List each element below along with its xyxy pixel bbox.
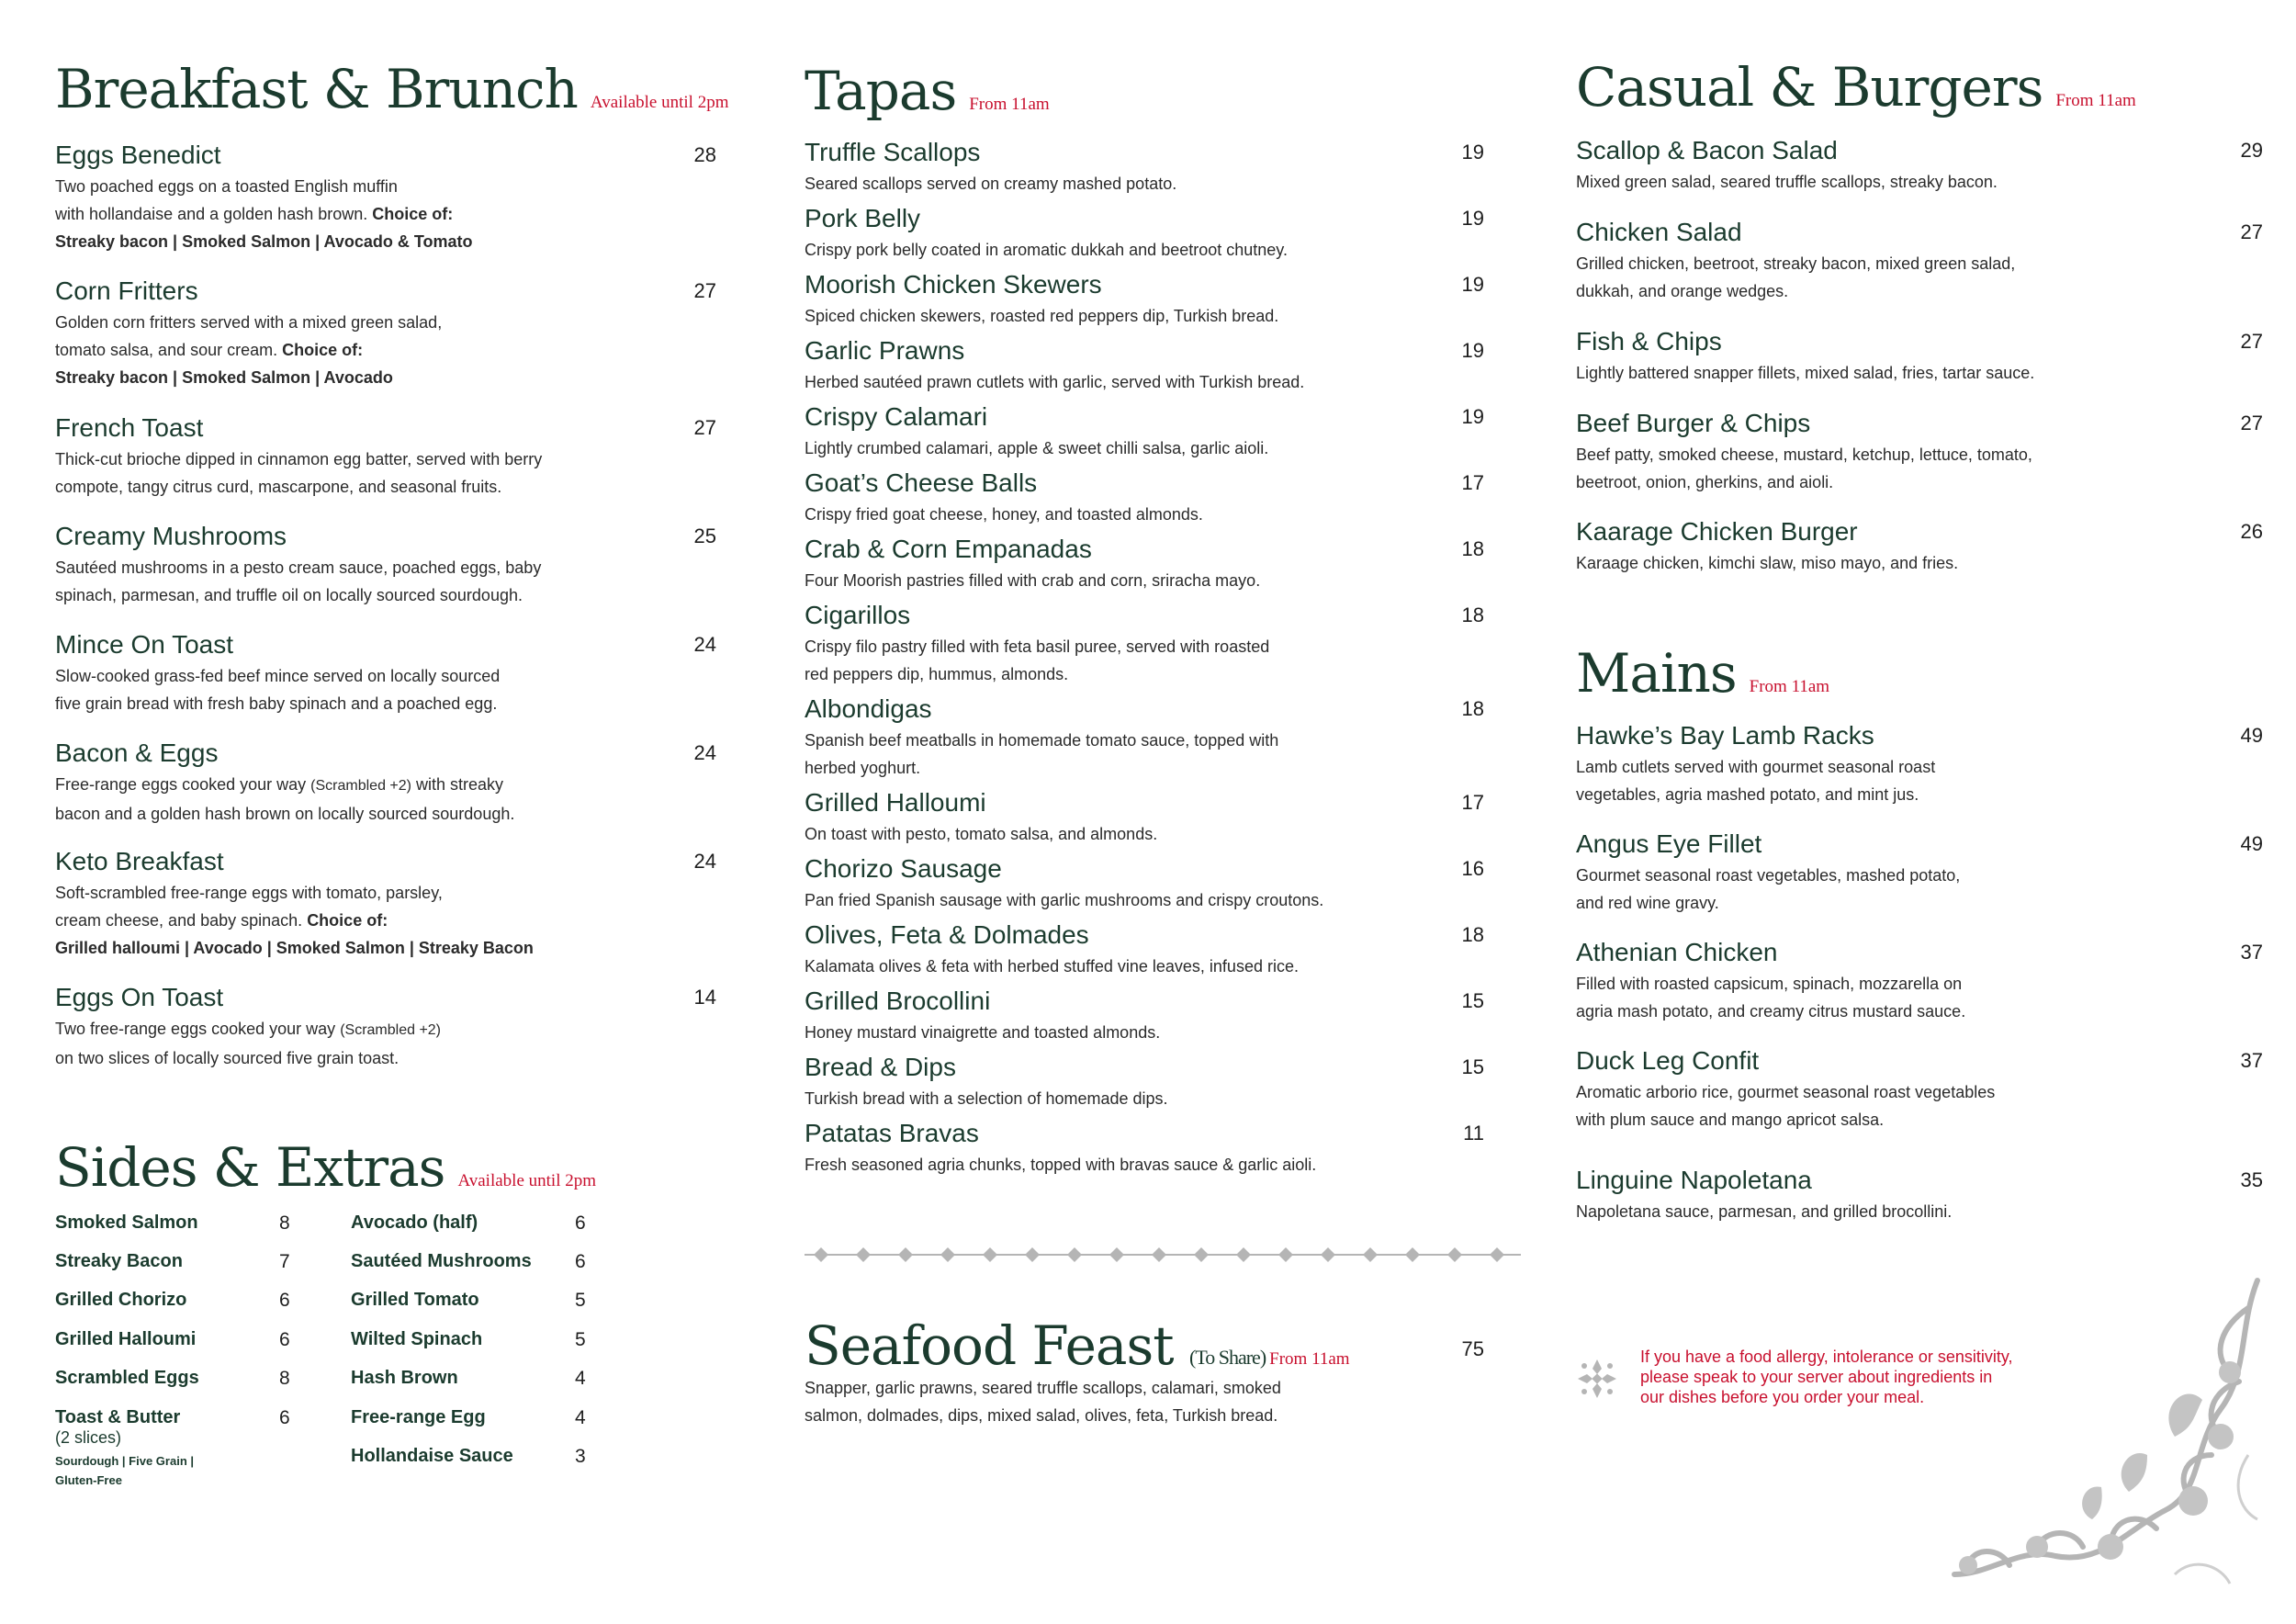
side-item-name: Smoked Salmon [55,1212,198,1233]
item-name: Eggs Benedict [55,141,221,169]
side-item-name: Sautéed Mushrooms [351,1251,532,1271]
side-item-name: Wilted Spinach [351,1329,483,1349]
menu-item [1576,1165,2263,1225]
allergy-ornament-icon [1576,1358,1618,1400]
item-name: Patatas Bravas [805,1119,979,1147]
item-name: Keto Breakfast [55,847,224,875]
item-name: Moorish Chicken Skewers [805,270,1102,299]
item-price: 37 [2240,941,2263,964]
side-item-options: Sourdough | Five Grain | Gluten-Free [55,1454,195,1487]
item-name: Pork Belly [805,204,921,232]
item-name: Fish & Chips [1576,327,1722,355]
item-description: Spiced chicken skewers, roasted red peppers dip, Turkish bread. [805,307,1279,325]
item-description: Spanish beef meatballs in homemade tomato sauce, topped with herbed yoghurt. [805,731,1279,777]
item-price: 19 [1461,207,1484,230]
menu-item [805,203,1484,264]
item-price: 27 [693,279,716,302]
menu-item [1576,217,2263,305]
item-name: Grilled Brocollini [805,987,991,1015]
menu-item [805,694,1484,782]
side-item-name: Grilled Tomato [351,1290,479,1310]
side-item-price: 4 [575,1407,586,1428]
side-item-name: Hollandaise Sauce [351,1446,513,1466]
item-description: Grilled chicken, beetroot, streaky bacon, mixed green salad, dukkah, and orange wedges. [1576,254,2016,300]
item-description: Crispy fried goat cheese, honey, and toasted almonds. [805,505,1203,524]
item-price: 25 [693,524,716,547]
item-name: Hawke’s Bay Lamb Racks [1576,721,1874,750]
item-name: Crispy Calamari [805,402,988,431]
item-name: Cigarillos [805,601,911,629]
menu-item [55,629,716,717]
side-item-name: Scrambled Eggs [55,1368,199,1388]
item-description: Mixed green salad, seared truffle scallops, streaky bacon. [1576,173,1998,191]
item-choices: Streaky bacon | Smoked Salmon | Avocado & Tomato [55,232,473,251]
item-price: 27 [2240,330,2263,353]
item-description: Lightly crumbed calamari, apple & sweet chilli salsa, garlic aioli. [805,439,1269,457]
mains-subtitle: From 11am [1749,677,1830,696]
side-item-price: 5 [575,1290,586,1311]
item-description: Four Moorish pastries filled with crab and corn, sriracha mayo. [805,571,1261,590]
menu-item [55,738,716,828]
item-price: 19 [1461,339,1484,362]
item-description: Seared scallops served on creamy mashed potato. [805,175,1177,193]
side-item-price: 6 [575,1251,586,1272]
item-price: 19 [1461,141,1484,164]
item-description: Fresh seasoned agria chunks, topped with bravas sauce & garlic aioli. [805,1156,1317,1174]
item-name: Bread & Dips [805,1053,956,1081]
item-name: Kaarage Chicken Burger [1576,517,1858,546]
menu-item [805,335,1484,396]
item-name: Chicken Salad [1576,218,1742,246]
item-description: Gourmet seasonal roast vegetables, mashed potato, and red wine gravy. [1576,866,1961,912]
menu-item [55,846,716,962]
item-description: Kalamata olives & feta with herbed stuffed vine leaves, infused rice. [805,957,1299,976]
side-item-price: 6 [279,1290,290,1311]
item-description: Beef patty, smoked cheese, mustard, ketchup, lettuce, tomato, beetroot, onion, gherkins, and aioli. [1576,445,2032,491]
item-name: Duck Leg Confit [1576,1046,1760,1075]
item-description: Sautéed mushrooms in a pesto cream sauce, poached eggs, baby spinach, parmesan, and truffle oil on locally sourced sourdough. [55,558,542,604]
menu-item [1576,135,2263,196]
item-name: Chorizo Sausage [805,854,1002,883]
side-item-name: Toast & Butter [55,1407,181,1427]
item-price: 16 [1461,857,1484,880]
ornamental-divider [805,1242,1521,1268]
menu-item [805,787,1484,848]
item-description: Golden corn fritters served with a mixed green salad, tomato salsa, and sour cream. Choice of: Streaky bacon | Smoked Salmon | Avocado [55,309,716,391]
side-item-price: 6 [279,1329,290,1350]
item-description: Lamb cutlets served with gourmet seasonal roast vegetables, agria mashed potato, and mint jus. [1576,758,1936,804]
menu-item [805,401,1484,462]
allergy-text: If you have a food allergy, intolerance or sensitivity, please speak to your server about ingredients in our dishes before you order your meal. [1640,1348,2013,1406]
item-description: Crispy filo pastry filled with feta basil puree, served with roasted red peppers dip, hummus, almonds. [805,637,1270,683]
item-name: Mince On Toast [55,630,234,659]
menu-item [55,521,716,609]
item-name: Olives, Feta & Dolmades [805,920,1089,949]
item-price: 19 [1461,273,1484,296]
item-price: 26 [2240,520,2263,543]
side-item-name: Grilled Halloumi [55,1329,197,1349]
item-description: Honey mustard vinaigrette and toasted almonds. [805,1023,1161,1042]
item-price: 18 [1461,537,1484,560]
menu-item [805,600,1484,688]
side-item-price: 8 [279,1368,290,1389]
item-price: 24 [693,850,716,873]
menu-item [805,1052,1484,1112]
sides-subtitle: Available until 2pm [457,1171,596,1190]
menu-item [1576,1045,2263,1133]
side-item-price: 4 [575,1368,586,1389]
item-price: 15 [1461,1055,1484,1078]
item-description: Two poached eggs on a toasted English muffin with hollandaise and a golden hash brown. Choice of: Streaky bacon | Smoked Salmon | Avocado & Tomato [55,173,716,255]
sides-title: Sides & Extras Available until 2pm [55,1136,596,1199]
breakfast-title: Breakfast & Brunch Available until 2pm [55,58,729,120]
menu-item [1576,829,2263,917]
item-price: 27 [2240,412,2263,434]
item-description: Thick-cut brioche dipped in cinnamon egg batter, served with berry compote, tangy citrus curd, mascarpone, and seasonal fruits. [55,450,543,496]
menu-item [805,853,1484,914]
item-price: 17 [1461,791,1484,814]
item-name: Grilled Halloumi [805,788,986,817]
item-price: 27 [693,416,716,439]
item-description: Karaage chicken, kimchi slaw, miso mayo, and fries. [1576,554,1959,572]
casual-title: Casual & Burgers From 11am [1576,56,2136,118]
item-description: Two free-range eggs cooked your way (Scrambled +2) on two slices of locally sourced five grain toast. [55,1020,442,1067]
item-description: Soft-scrambled free-range eggs with tomato, parsley, cream cheese, and baby spinach. Choice of: Grilled halloumi | Avocado | Smoked Salmon | Streaky Bacon [55,879,716,962]
item-name: French Toast [55,413,204,442]
item-description: On toast with pesto, tomato salsa, and almonds. [805,825,1158,843]
breakfast-subtitle: Available until 2pm [590,93,729,112]
side-item-name: Hash Brown [351,1368,458,1388]
side-item-name: Free-range Egg [351,1407,486,1427]
item-price: 15 [1461,989,1484,1012]
item-description: Napoletana sauce, parmesan, and grilled brocollini. [1576,1202,1953,1221]
seafood-price: 75 [1461,1337,1484,1360]
item-name: Scallop & Bacon Salad [1576,136,1838,164]
item-price: 14 [693,986,716,1009]
menu-item [805,919,1484,980]
side-item-price: 6 [279,1407,290,1428]
item-price: 49 [2240,832,2263,855]
menu-item [55,412,716,501]
item-price: 37 [2240,1049,2263,1072]
menu-item [805,986,1484,1046]
item-price: 28 [693,143,716,166]
item-description: Pan fried Spanish sausage with garlic mushrooms and crispy croutons. [805,891,1324,909]
item-description: Herbed sautéed prawn cutlets with garlic, served with Turkish bread. [805,373,1305,391]
item-price: 17 [1461,471,1484,494]
item-name: Goat’s Cheese Balls [805,468,1038,497]
item-price: 24 [693,741,716,764]
side-item-price: 3 [575,1446,586,1467]
side-item-price: 6 [575,1212,586,1234]
item-description: Lightly battered snapper fillets, mixed salad, fries, tartar sauce. [1576,364,2035,382]
item-description: Slow-cooked grass-fed beef mince served on locally sourced five grain bread with fresh baby spinach and a poached egg. [55,667,501,713]
mains-title: Mains From 11am [1576,642,1830,705]
seafood-share-note: (To Share) [1189,1346,1266,1369]
menu-item [1576,937,2263,1025]
seafood-description: Snapper, garlic prawns, seared truffle scallops, calamari, smoked salmon, dolmades, dips, mixed salad, olives, feta, Turkish bread. [805,1379,1281,1425]
menu-item [805,269,1484,330]
corner-ornament [1945,1271,2267,1593]
side-item-name: Streaky Bacon [55,1251,183,1271]
casual-subtitle: From 11am [2055,91,2136,110]
tapas-title: Tapas From 11am [805,60,1050,122]
item-name: Creamy Mushrooms [55,522,287,550]
item-name: Bacon & Eggs [55,739,219,767]
item-price: 19 [1461,405,1484,428]
side-item-note: (2 slices) [55,1428,122,1447]
menu-item [1576,326,2263,387]
item-price: 11 [1463,1122,1484,1145]
side-item-name: Avocado (half) [351,1212,478,1233]
item-price: 27 [2240,220,2263,243]
menu-item [55,140,716,255]
item-price: 29 [2240,139,2263,162]
item-name: Truffle Scallops [805,138,981,166]
item-name: Eggs On Toast [55,983,224,1011]
menu-item [1576,516,2263,577]
item-description: Filled with roasted capsicum, spinach, mozzarella on agria mash potato, and creamy citrus mustard sauce. [1576,975,1966,1021]
menu-item [805,468,1484,528]
item-description: Turkish bread with a selection of homemade dips. [805,1089,1168,1108]
item-price: 24 [693,633,716,656]
side-item-price: 7 [279,1251,290,1272]
item-name: Garlic Prawns [805,336,965,365]
menu-item [55,982,716,1072]
menu-item [805,137,1484,197]
item-name: Albondigas [805,694,932,723]
item-name: Corn Fritters [55,276,198,305]
item-price: 18 [1461,697,1484,720]
item-price: 35 [2240,1168,2263,1191]
item-price: 49 [2240,724,2263,747]
menu-item [805,534,1484,594]
item-name: Linguine Napoletana [1576,1166,1812,1194]
item-name: Beef Burger & Chips [1576,409,1811,437]
item-choices: Streaky bacon | Smoked Salmon | Avocado [55,368,393,387]
menu-item [805,1118,1484,1179]
menu-item [1576,408,2263,496]
side-item-name: Grilled Chorizo [55,1290,187,1310]
item-price: 18 [1461,923,1484,946]
seafood-subtitle: From 11am [1269,1349,1350,1369]
menu-item [55,276,716,391]
side-item-price: 8 [279,1212,290,1234]
item-name: Crab & Corn Empanadas [805,535,1092,563]
item-description: Aromatic arborio rice, gourmet seasonal roast vegetables with plum sauce and mango apricot salsa. [1576,1083,1996,1129]
seafood-title: Seafood Feast (To Share) From 11am [805,1314,1350,1377]
item-price: 18 [1461,603,1484,626]
item-name: Athenian Chicken [1576,938,1778,966]
menu-item [1576,720,2263,808]
item-name: Angus Eye Fillet [1576,829,1762,858]
item-description: Free-range eggs cooked your way (Scrambled +2) with streaky bacon and a golden hash brown on locally sourced sourdough. [55,775,515,823]
item-choices: Grilled halloumi | Avocado | Smoked Salmon | Streaky Bacon [55,939,534,957]
side-item-price: 5 [575,1329,586,1350]
item-description: Crispy pork belly coated in aromatic dukkah and beetroot chutney. [805,241,1288,259]
tapas-subtitle: From 11am [969,95,1050,114]
